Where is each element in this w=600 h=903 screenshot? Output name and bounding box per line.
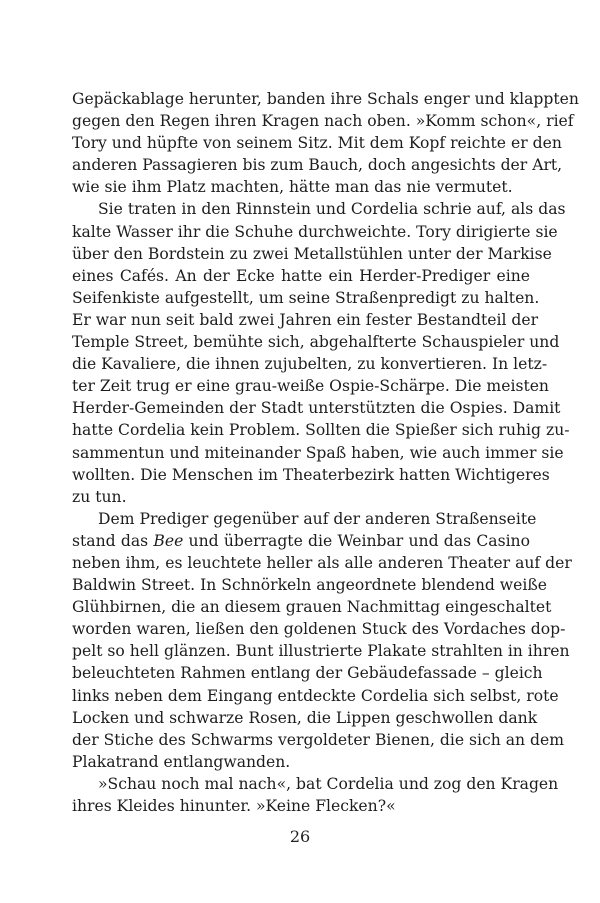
text-line: »Schau noch mal nach«, bat Cordelia und zog den Kragen [98, 774, 559, 793]
text-line: anderen Passagieren bis zum Bauch, doch angesichts der Art, [72, 156, 563, 175]
text-line: über den Bordstein zu zwei Metallstühlen unter der Markise [72, 244, 552, 263]
text-line: Sie traten in den Rinnstein und Cordelia schrie auf, als das [98, 200, 566, 219]
text-line: die Kavaliere, die ihnen zujubelten, zu konvertieren. In letz- [72, 355, 548, 374]
text-line: kalte Wasser ihr die Schuhe durchweichte. Tory dirigierte sie [72, 222, 558, 241]
paragraph-2 [72, 198, 570, 507]
text-line: pelt so hell glänzen. Bunt illustrierte Plakate strahlten in ihren [72, 642, 570, 661]
text-line: Baldwin Street. In Schnörkeln angeordnete blendend weiße [72, 576, 548, 595]
paragraph-3 [72, 508, 572, 773]
text-line: worden waren, ließen den goldenen Stuck des Vordaches dop- [72, 620, 566, 639]
text-line: neben ihm, es leuchtete heller als alle anderen Theater auf der [72, 553, 572, 572]
text-line: links neben dem Eingang entdeckte Cordelia sich selbst, rote [72, 686, 559, 705]
text-line: wie sie ihm Platz machten, hätte man das nie vermutet. [72, 178, 513, 197]
text-line: Seifenkiste aufgestellt, um seine Straßenpredigt zu halten. [72, 288, 540, 307]
text-line: Gepäckablage herunter, banden ihre Schals enger und klappten [72, 90, 579, 108]
text-line: Glühbirnen, die an diesem grauen Nachmittag eingeschaltet [72, 598, 552, 617]
text-line: Tory und hüpfte von seinem Sitz. Mit dem Kopf reichte er den [72, 134, 562, 153]
paragraph-4 [72, 773, 559, 817]
text-line: Plakatrand entlangwanden. [72, 752, 291, 771]
page-number: 26 [289, 827, 311, 846]
text-line: gegen den Regen ihren Kragen nach oben. »Komm schon«, rief [72, 112, 574, 131]
text-line: beleuchteten Rahmen entlang der Gebäudefassade – gleich [72, 664, 543, 683]
text-line: ter Zeit trug er eine grau-weiße Ospie-Schärpe. Die meisten [72, 377, 549, 396]
book-page-text [72, 88, 579, 817]
text-line: eines Cafés. An der Ecke hatte ein Herder-Prediger eine [72, 266, 530, 285]
text-line: Temple Street, bemühte sich, abgehalfterte Schauspieler und [72, 333, 560, 352]
text-line: ihres Kleides hinunter. »Keine Flecken?« [72, 797, 396, 815]
italic-title: Bee [153, 531, 184, 550]
text-line: Locken und schwarze Rosen, die Lippen geschwollen dank [72, 708, 538, 727]
text-line-with-italic-title: stand das Bee und überragte die Weinbar und das Casino [72, 531, 530, 550]
text-line: Herder-Gemeinden der Stadt unterstützten die Ospies. Damit [72, 399, 561, 418]
text-line: hatte Cordelia kein Problem. Sollten die Spießer sich ruhig zu- [72, 421, 570, 440]
text-line: Er war nun seit bald zwei Jahren ein fester Bestandteil der [72, 310, 539, 329]
text-line: Dem Prediger gegenüber auf der anderen Straßenseite [98, 509, 537, 528]
text-line: der Stiche des Schwarms vergoldeter Bienen, die sich an dem [72, 730, 565, 749]
paragraph-1 [72, 88, 579, 198]
text-line: sammentun und miteinander Spaß haben, wie auch immer sie [72, 443, 564, 462]
text-line: zu tun. [72, 487, 127, 506]
text-line: wollten. Die Menschen im Theaterbezirk hatten Wichtigeres [72, 465, 550, 484]
